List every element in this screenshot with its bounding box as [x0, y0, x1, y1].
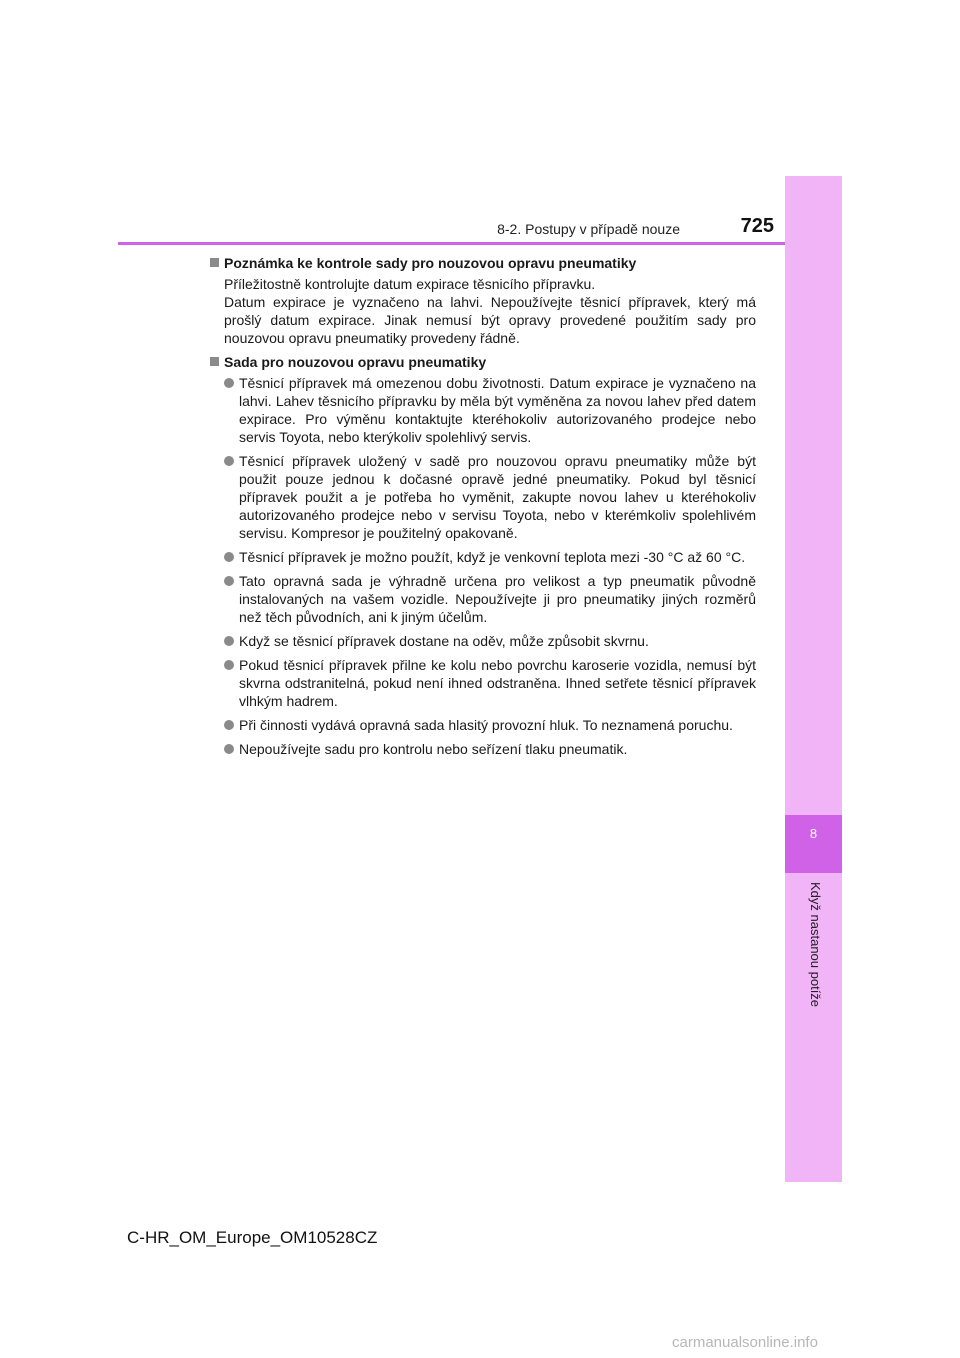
chapter-tab[interactable]	[785, 815, 842, 873]
list-item	[224, 716, 756, 734]
list-item-text: Těsnicí přípravek uložený v sadě pro nouzovou opravu pneumatiky může být použit pouze jednou k dočasné opravě jedné pneumatiky. Pokud byl těsnicí přípravek použit a je potřeba ho vyměnit, zakupte novou lahev u kteréhokoliv autorizovaného prodejce nebo v servisu Toyota, nebo v kterémkoliv spolehlivém servisu. Kompresor je použitelný opakovaně.	[239, 453, 756, 541]
list-item-text: Tato opravná sada je výhradně určena pro velikost a typ pneumatik původně instalovaných na vašem vozidle. Nepoužívejte ji pro pneumatiky jiných rozměrů než těch původních, ani k jiným účelům.	[239, 573, 756, 625]
chapter-number: 8	[809, 826, 818, 841]
document-code: C-HR_OM_Europe_OM10528CZ	[127, 1228, 378, 1247]
list-item	[224, 632, 756, 650]
list-item	[224, 374, 756, 446]
square-bullet-icon	[210, 258, 219, 267]
list-item-text: Pokud těsnicí přípravek přilne ke kolu nebo povrchu karoserie vozidla, nemusí být skvrna odstranitelná, pokud není ihned odstraněna. Ihned setřete těsnicí přípravek vlhkým hadrem.	[239, 657, 756, 709]
list-item	[224, 740, 756, 758]
section-heading-text: Sada pro nouzovou opravu pneumatiky	[224, 354, 487, 370]
list-item	[224, 548, 756, 566]
list-item-text: Těsnicí přípravek má omezenou dobu životnosti. Datum expirace je vyznačeno na lahvi. Lahev těsnicího přípravku by měla být vyměněna za novou lahev před datem expirace. Pro výměnu kontaktujte kteréhokoliv autorizovaného prodejce nebo servis Toyota, nebo kterýkoliv spolehlivý servis.	[239, 375, 756, 445]
circle-bullet-icon	[224, 378, 234, 388]
list-item	[224, 572, 756, 626]
circle-bullet-icon	[224, 720, 234, 730]
page-content	[210, 254, 756, 764]
page-number: 725	[740, 215, 774, 237]
list-item-text: Když se těsnicí přípravek dostane na oděv, může způsobit skvrnu.	[239, 633, 649, 649]
section-title: 8-2. Postupy v případě nouze	[497, 221, 680, 237]
circle-bullet-icon	[224, 660, 234, 670]
section-heading-text: Poznámka ke kontrole sady pro nouzovou opravu pneumatiky	[224, 255, 637, 271]
paragraph	[210, 275, 756, 347]
circle-bullet-icon	[224, 744, 234, 754]
chapter-title: Když nastanou potíže	[808, 882, 823, 1008]
list-item	[224, 656, 756, 710]
circle-bullet-icon	[224, 636, 234, 646]
paragraph-line: Datum expirace je vyznačeno na lahvi. Nepoužívejte těsnicí přípravek, který má prošlý datum expirace. Jinak nemusí být opravy provedené použitím sady pro nouzovou opravu pneumatiky provedeny řádně.	[224, 294, 756, 346]
circle-bullet-icon	[224, 576, 234, 586]
circle-bullet-icon	[224, 552, 234, 562]
square-bullet-icon	[210, 357, 219, 366]
circle-bullet-icon	[224, 456, 234, 466]
list-item-text: Nepoužívejte sadu pro kontrolu nebo seřízení tlaku pneumatik.	[239, 741, 628, 757]
header-rule	[118, 242, 785, 245]
bullet-list	[210, 374, 756, 758]
section-heading	[210, 353, 756, 371]
list-item	[224, 452, 756, 542]
list-item-text: Při činnosti vydává opravná sada hlasitý provozní hluk. To neznamená poruchu.	[239, 717, 733, 733]
list-item-text: Těsnicí přípravek je možno použít, když je venkovní teplota mezi -30 °C až 60 °C.	[239, 549, 746, 565]
section-heading	[210, 254, 756, 272]
watermark-link[interactable]: carmanualsonline.info	[672, 1334, 818, 1351]
paragraph-line: Příležitostně kontrolujte datum expirace těsnicího přípravku.	[224, 276, 596, 292]
